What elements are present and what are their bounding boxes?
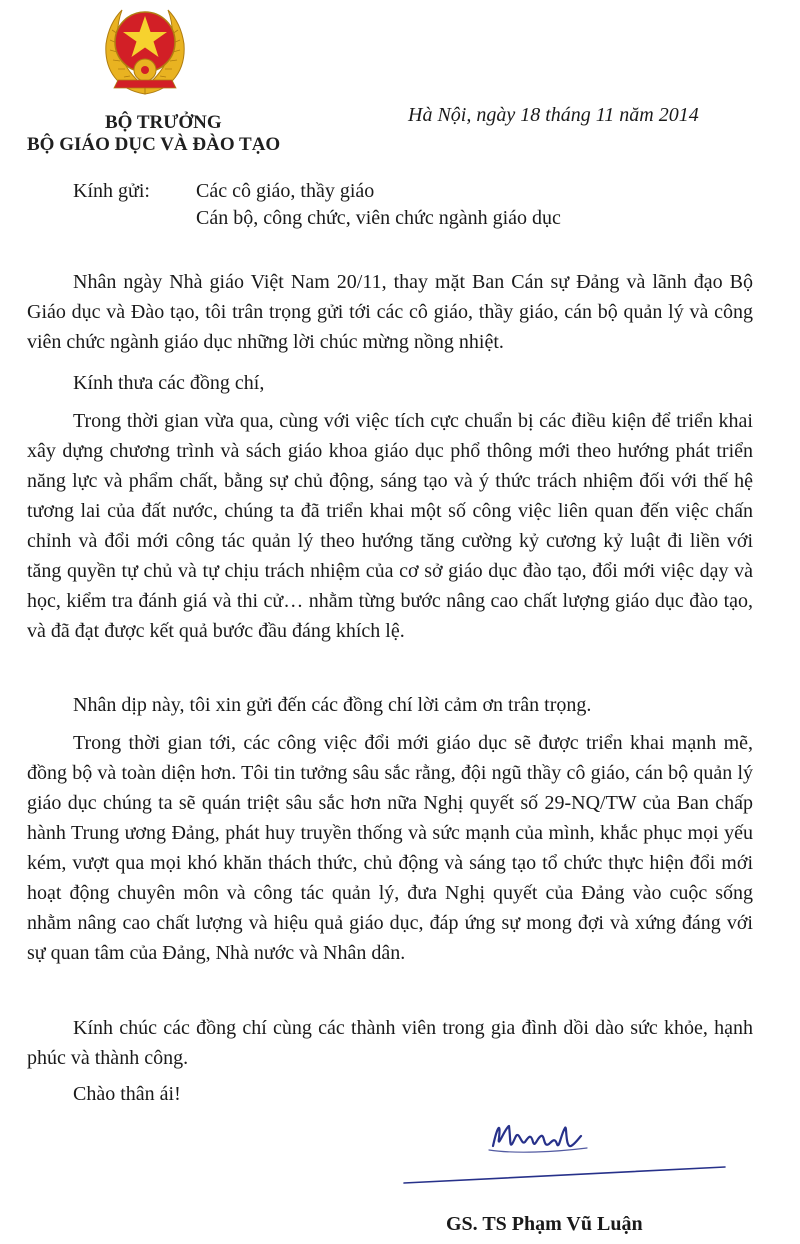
body-paragraph: Nhân ngày Nhà giáo Việt Nam 20/11, thay mặt Ban Cán sự Đảng và lãnh đạo Bộ Giáo dục và Đào tạo, tôi trân trọng gửi tới các cô giáo, thầy giáo, cán bộ quản lý và công viên chức ngành giáo dục những lời chúc mừng nồng nhiệt. [27, 271, 753, 353]
issuer-title: BỘ TRƯỞNG [105, 112, 222, 133]
signature-stroke [402, 1165, 727, 1187]
body-paragraph: Nhân dịp này, tôi xin gửi đến các đồng chí lời cảm ơn trân trọng. [73, 694, 592, 716]
issuer-ministry: BỘ GIÁO DỤC VÀ ĐÀO TẠO [27, 134, 281, 155]
body-paragraph: Kính thưa các đồng chí, [73, 372, 265, 394]
recipient-line: Các cô giáo, thầy giáo [196, 180, 375, 202]
body-paragraph: Kính chúc các đồng chí cùng các thành viên trong gia đình dồi dào sức khỏe, hạnh phúc và thành công. [27, 1017, 753, 1069]
signer-name: GS. TS Phạm Vũ Luận [446, 1213, 643, 1235]
salutation-label: Kính gửi: [73, 180, 150, 202]
body-paragraph: Trong thời gian vừa qua, cùng với việc tích cực chuẩn bị các điều kiện để triển khai xây dựng chương trình và sách giáo khoa giáo dục phổ thông mới theo hướng phát triển năng lực và phẩm chất, bằng sự chủ động, sáng tạo và ý thức trách nhiệm đối với thế hệ tương lai của đất nước, chúng ta đã triển khai một số công việc liên quan đến việc chấn chỉnh và đổi mới công tác quản lý theo hướng tăng cường kỷ cương kỷ luật đi liền với tăng quyền tự chủ và tự chịu trách nhiệm của cơ sở giáo dục đào tạo, đổi mới việc dạy và học, kiểm tra đánh giá và thi cử… nhằm từng bước nâng cao chất lượng giáo dục đào tạo, và đã đạt được kết quả bước đầu đáng khích lệ. [27, 410, 753, 642]
body-paragraph: Trong thời gian tới, các công việc đổi mới giáo dục sẽ được triển khai mạnh mẽ, đồng bộ và toàn diện hơn. Tôi tin tưởng sâu sắc rằng, đội ngũ thầy cô giáo, cán bộ quản lý giáo dục chúng ta sẽ quán triệt sâu sắc hơn nữa Nghị quyết số 29-NQ/TW của Ban chấp hành Trung ương Đảng, phát huy truyền thống và sức mạnh của mình, khắc phục mọi yếu kém, vượt qua mọi khó khăn thách thức, chủ động và sáng tạo tổ chức thực hiện đổi mới hoạt động chuyên môn và công tác quản lý, đưa Nghị quyết của Đảng vào cuộc sống nhằm nâng cao chất lượng và hiệu quả giáo dục, đáp ứng sự mong đợi và xứng đáng với sự quan tâm của Đảng, Nhà nước và Nhân dân. [27, 732, 753, 964]
national-emblem-icon [98, 0, 192, 98]
closing-line: Chào thân ái! [73, 1083, 181, 1105]
date-line: Hà Nội, ngày 18 tháng 11 năm 2014 [408, 104, 699, 126]
handwritten-signature [475, 1098, 605, 1170]
recipient-line: Cán bộ, công chức, viên chức ngành giáo dục [196, 207, 561, 229]
